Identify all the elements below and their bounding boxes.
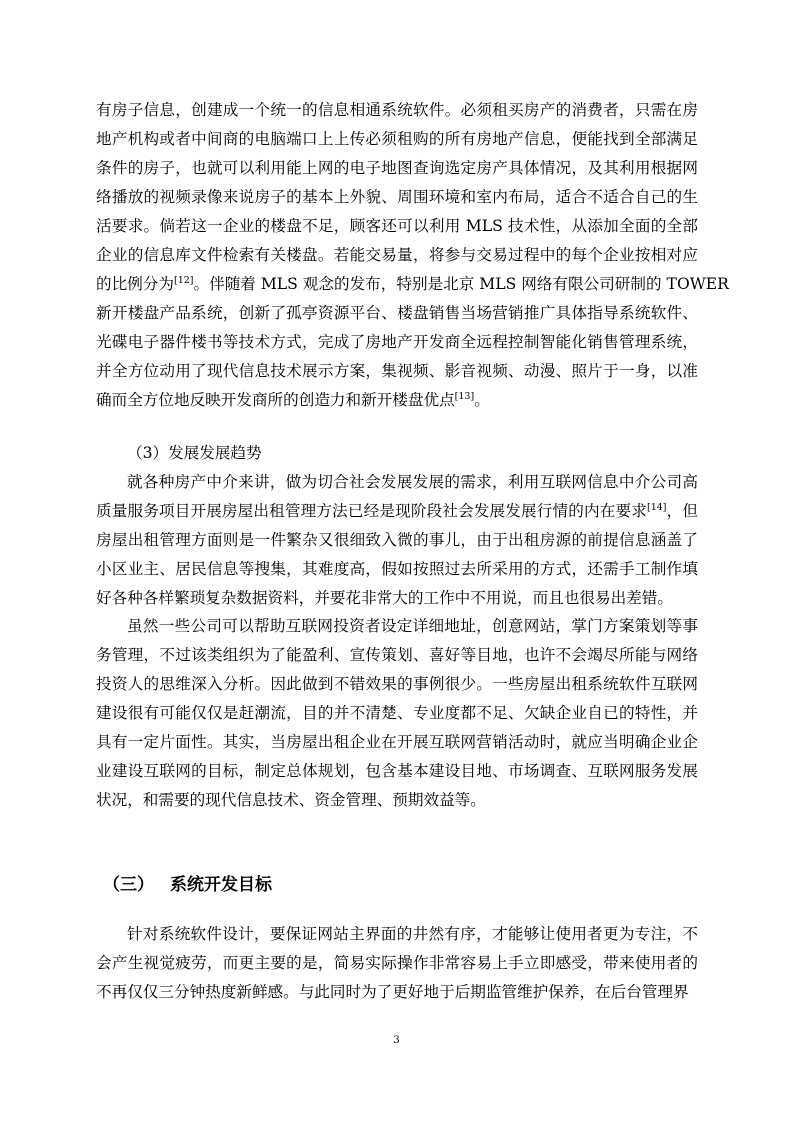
text-line: 会产生视觉疲劳，而更主要的是，简易实际操作非常容易上手立即感受，带来使用者的 — [96, 954, 698, 972]
text-line: 针对系统软件设计，要保证网站主界面的井然有序，才能够让使用者更为专注，不 — [127, 925, 698, 943]
section-number: （三） — [103, 875, 154, 895]
paragraph-trend — [96, 468, 698, 613]
text-line: 有房子信息，创建成一个统一的信息相通系统软件。必须租买房产的消费者，只需在房 — [96, 101, 698, 119]
text-line: 光碟电子器件楼书等技术方式，完成了房地产开发商全远程控制智能化销售管理系统， — [96, 333, 698, 351]
text-line: 虽然一些公司可以帮助互联网投资者设定详细地址，创意网站，掌门方案策划等事 — [127, 617, 698, 635]
text-line: 就各种房产中介来讲，做为切合社会发展发展的需求，利用互联网信息中介公司高 — [127, 473, 698, 491]
page-number: 3 — [393, 1034, 400, 1046]
text-line: 状况，和需要的现代信息技术、资金管理、预期效益等。 — [96, 791, 486, 809]
paragraph-mls-system — [96, 96, 729, 415]
subheading-trend: （3）发展发展趋势 — [127, 444, 262, 462]
text-line: 企业的信息库文件检索有关楼盘。若能交易量，将参与交易过程中的每个企业按相对应 — [96, 246, 698, 264]
paragraph-website-planning — [96, 612, 698, 815]
text-line: 新开楼盘产品系统，创新了孤亭资源平台、楼盘销售当场营销推广具体指导系统软件、 — [96, 304, 698, 322]
citation-ref: [14] — [646, 501, 667, 513]
text-line: 不再仅仅三分钟热度新鲜感。与此同时为了更好地于后期监管维护保养，在后台管理界 — [96, 983, 689, 1001]
text-line: 具有一定片面性。其实，当房屋出租企业在开展互联网营销活动时，就应当明确企业企 — [96, 733, 698, 751]
text-line: 务管理，不过该类组织为了能盈利、宣传策划、喜好等目地，也许不会竭尽所能与网络 — [96, 646, 698, 664]
text-line: 业建设互联网的目标，制定总体规划，包含基本建设目地、市场调查、互联网服务发展 — [96, 762, 698, 780]
section-heading — [103, 870, 272, 900]
citation-ref: [12] — [173, 274, 194, 286]
text-line: 并全方位动用了现代信息技术展示方案，集视频、影音视频、动漫、照片于一身，以准 — [96, 362, 698, 380]
text-line: 的比例分为[12]。伴随着 MLS 观念的发布，特别是北京 MLS 网络有限公司研制的 TOWER — [96, 274, 729, 293]
text-line: 投资人的思维深入分析。因此做到不错效果的事例很少。一些房屋出租系统软件互联网 — [96, 675, 698, 693]
text-line: 络播放的视频录像来说房子的基本上外貌、周围环境和室内布局，适合不适合自己的生 — [96, 188, 698, 206]
text-line: 好各种各样繁琐复杂数据资料，并要花非常大的工作中不用说，而且也很易出差错。 — [96, 589, 673, 607]
text-line: 房屋出租管理方面则是一件繁杂又很细致入微的事儿，由于出租房源的前提信息涵盖了 — [96, 531, 698, 549]
text-line: 小区业主、居民信息等搜集，其难度高，假如按照过去所采用的方式，还需手工制作填 — [96, 560, 698, 578]
text-line: 条件的房子，也就可以利用能上网的电子地图查询选定房产具体情况，及其利用根据网 — [96, 159, 698, 177]
text-line: 质量服务项目开展房屋出租管理方法已经是现阶段社会发展发展行情的内在要求[14]，但 — [96, 501, 698, 520]
citation-ref: [13] — [454, 390, 475, 402]
text-line: 地产机构或者中间商的电脑端口上上传必须租购的所有房地产信息，便能找到全部满足 — [96, 130, 698, 148]
text-line: 建设很有可能仅仅是赶潮流，目的并不清楚、专业度都不足、欠缺企业自已的特性，并 — [96, 704, 698, 722]
section-title: 系统开发目标 — [170, 875, 272, 895]
paragraph-dev-goals — [96, 920, 698, 1007]
text-line: 活要求。倘若这一企业的楼盘不足，顾客还可以利用 MLS 技术性，从添加全面的全部 — [96, 217, 698, 235]
text-line: 确而全方位地反映开发商所的创造力和新开楼盘优点[13]。 — [96, 390, 490, 409]
